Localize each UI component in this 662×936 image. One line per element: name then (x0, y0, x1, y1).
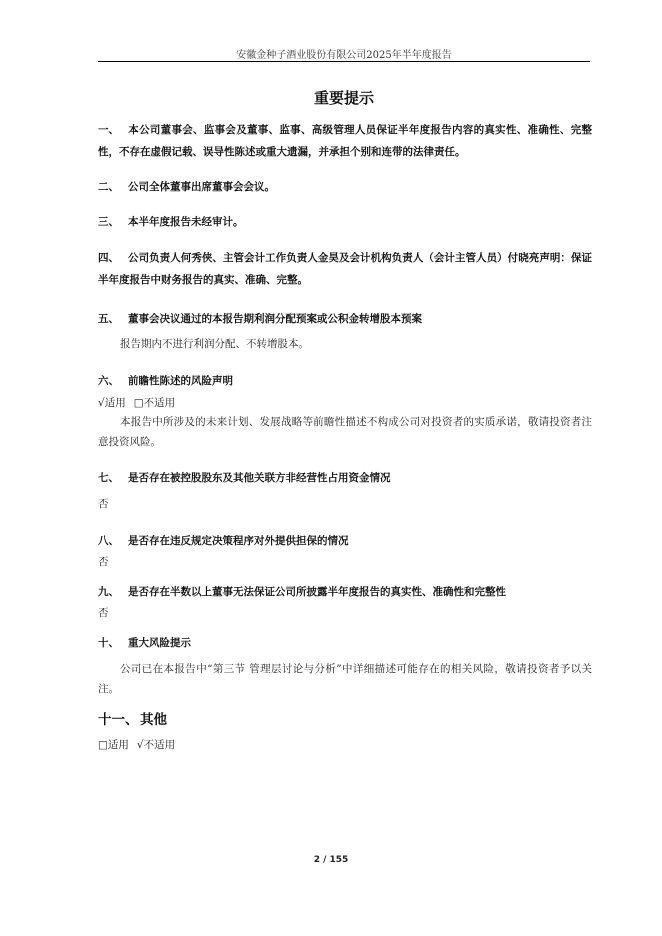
section-text: 其他 (140, 712, 167, 728)
section-5 (98, 308, 592, 330)
section-number: 八、 (98, 535, 119, 547)
applicability-options (98, 393, 592, 413)
section-9 (98, 581, 592, 603)
section-text: 本公司董事会、监事会及董事、监事、高级管理人员保证半年度报告内容的真实性、准确性、完整性，不存在虚假记载、误导性陈述或重大遗漏，并承担个别和连带的法律责任。 (98, 124, 592, 158)
section-10 (98, 632, 592, 654)
option-not-applicable: √不适用 (136, 739, 176, 751)
section-7-answer: 否 (98, 498, 109, 510)
section-text: 前瞻性陈述的风险声明 (128, 375, 233, 387)
section-number: 三、 (98, 216, 119, 228)
header-rule (98, 61, 590, 62)
section-text: 重大风险提示 (128, 637, 191, 649)
section-5-body: 报告期内不进行利润分配、不转增股本。 (120, 338, 309, 350)
section-text: 董事会决议通过的本报告期利润分配预案或公积金转增股本预案 (128, 313, 422, 325)
section-1 (98, 119, 592, 163)
section-3 (98, 211, 592, 233)
section-text: 公司全体董事出席董事会会议。 (128, 181, 275, 193)
section-number: 六、 (98, 375, 119, 387)
page-number: 2 / 155 (313, 855, 349, 865)
section-number: 十、 (98, 637, 119, 649)
section-8 (98, 530, 592, 552)
section-6 (98, 370, 592, 392)
section-number: 五、 (98, 313, 119, 325)
section-number: 十一、 (98, 712, 139, 728)
section-4 (98, 247, 592, 291)
section-6-body: 本报告中所涉及的未来计划、发展战略等前瞻性描述不构成公司对投资者的实质承诺，敬请投资者注意投资风险。 (98, 416, 592, 448)
section-2 (98, 176, 592, 198)
section-number: 二、 (98, 181, 119, 193)
applicability-options (98, 735, 592, 755)
section-text: 是否存在被控股股东及其他关联方非经营性占用资金情况 (128, 472, 391, 484)
section-text: 本半年度报告未经审计。 (128, 216, 244, 228)
section-11 (98, 709, 592, 731)
section-10-body: 公司已在本报告中“第三节 管理层讨论与分析”中详细描述可能存在的相关风险，敬请投资者予以关注。 (98, 663, 592, 695)
running-header: 安徽金种子酒业股份有限公司2025年半年度报告 (236, 50, 452, 61)
section-9-answer: 否 (98, 607, 109, 619)
section-number: 七、 (98, 472, 119, 484)
page-title: 重要提示 (313, 89, 374, 107)
section-text: 是否存在半数以上董事无法保证公司所披露半年度报告的真实性、准确性和完整性 (128, 586, 506, 598)
section-8-answer: 否 (98, 556, 109, 568)
section-text: 公司负责人何秀侠、主管会计工作负责人金昊及会计机构负责人（会计主管人员）付晓亮声明：保证半年度报告中财务报告的真实、准确、完整。 (98, 252, 592, 286)
section-number: 四、 (98, 252, 119, 264)
section-text: 是否存在违反规定决策程序对外提供担保的情况 (128, 535, 349, 547)
option-applicable: √适用 (98, 397, 126, 409)
section-7 (98, 467, 592, 489)
section-number: 九、 (98, 586, 119, 598)
option-not-applicable: □不适用 (133, 397, 176, 409)
option-applicable: □适用 (98, 739, 129, 751)
section-number: 一、 (98, 124, 119, 136)
